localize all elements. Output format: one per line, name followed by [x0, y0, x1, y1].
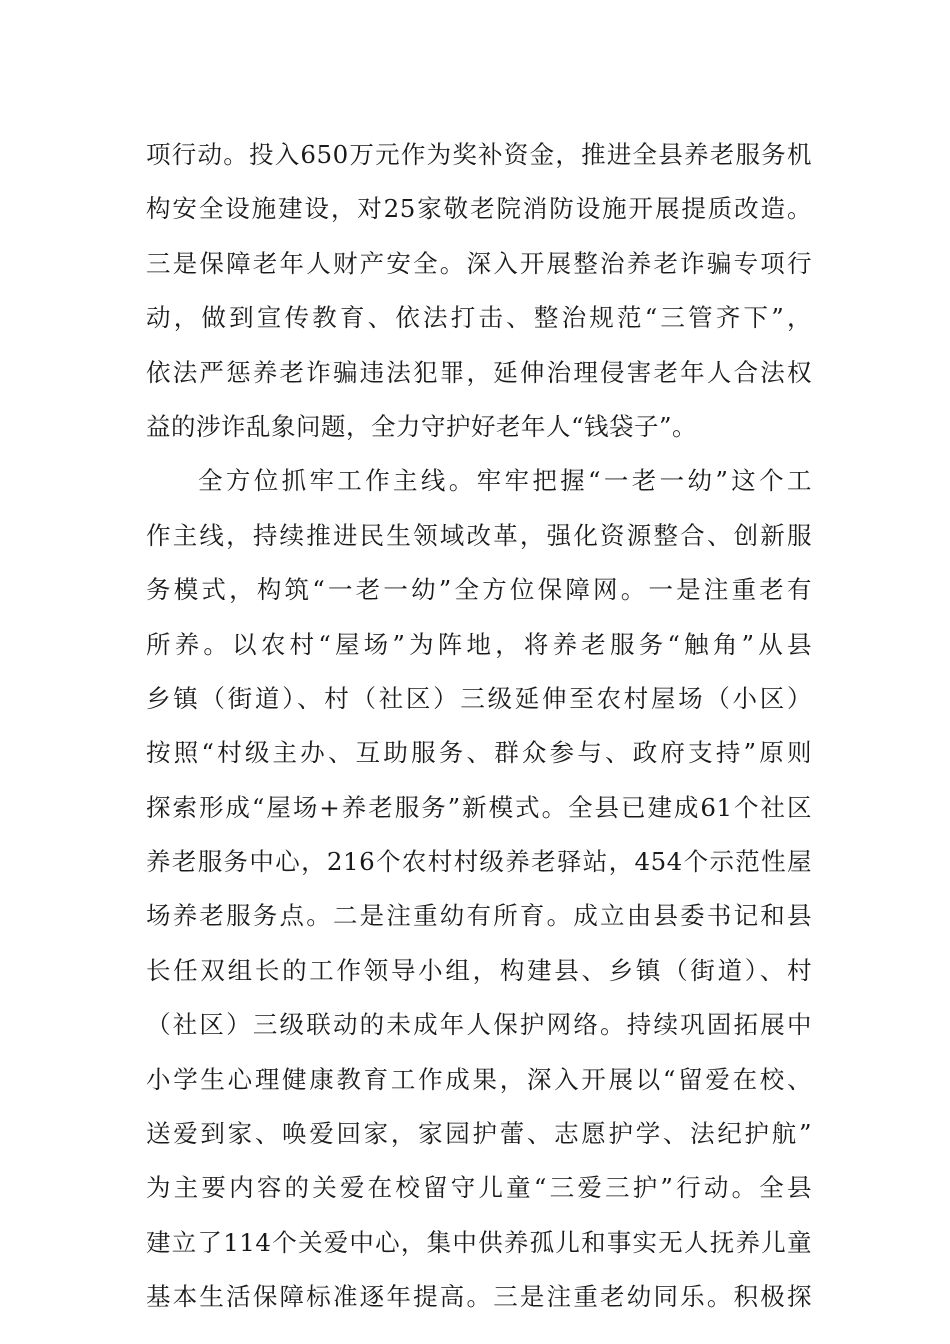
paragraph-last-line: 益的涉诈乱象问题，全力守护好老年人“钱袋子”。: [146, 411, 698, 441]
text-line: 乡镇（街道）、村（社区）三级延伸至农村屋场（小区）: [146, 683, 812, 713]
body-text: [146, 128, 812, 1325]
text-line: 按照“村级主办、互助服务、群众参与、政府支持”原则: [146, 738, 812, 768]
text-line: 基本生活保障标准逐年提高。三是注重老幼同乐。积极探: [146, 1282, 812, 1312]
text-line: 送爱到家、唤爱回家，家园护蕾、志愿护学、法纪护航”: [146, 1119, 812, 1149]
paragraph-first-line: 全方位抓牢工作主线。牢牢把握“一老一幼”这个工: [198, 466, 812, 496]
text-line: 场养老服务点。二是注重幼有所育。成立由县委书记和县: [146, 901, 812, 931]
text-line: 探索形成“屋场+养老服务”新模式。全县已建成61个社区: [146, 792, 812, 822]
text-line: 长任双组长的工作领导小组，构建县、乡镇（街道）、村: [146, 955, 812, 985]
text-line: 动，做到宣传教育、依法打击、整治规范“三管齐下”，: [146, 303, 812, 333]
text-line: （社区）三级联动的未成年人保护网络。持续巩固拓展中: [146, 1010, 812, 1040]
text-line: 依法严惩养老诈骗违法犯罪，延伸治理侵害老年人合法权: [146, 357, 812, 387]
text-line: 建立了114个关爱中心，集中供养孤儿和事实无人抚养儿童: [146, 1227, 812, 1257]
text-line: 构安全设施建设，对25家敬老院消防设施开展提质改造。: [146, 194, 812, 224]
text-line: 作主线，持续推进民生领域改革，强化资源整合、创新服: [146, 520, 812, 550]
text-line: 所养。以农村“屋场”为阵地，将养老服务“触角”从县: [146, 629, 812, 659]
text-line: 务模式，构筑“一老一幼”全方位保障网。一是注重老有: [146, 575, 812, 605]
text-line: 项行动。投入650万元作为奖补资金，推进全县养老服务机: [146, 140, 812, 169]
text-line: 为主要内容的关爱在校留守儿童“三爱三护”行动。全县: [146, 1173, 812, 1203]
text-line: 养老服务中心，216个农村村级养老驿站，454个示范性屋: [146, 847, 812, 877]
text-line: 小学生心理健康教育工作成果，深入开展以“留爱在校、: [146, 1064, 812, 1094]
text-line: 三是保障老年人财产安全。深入开展整治养老诈骗专项行: [146, 248, 812, 278]
